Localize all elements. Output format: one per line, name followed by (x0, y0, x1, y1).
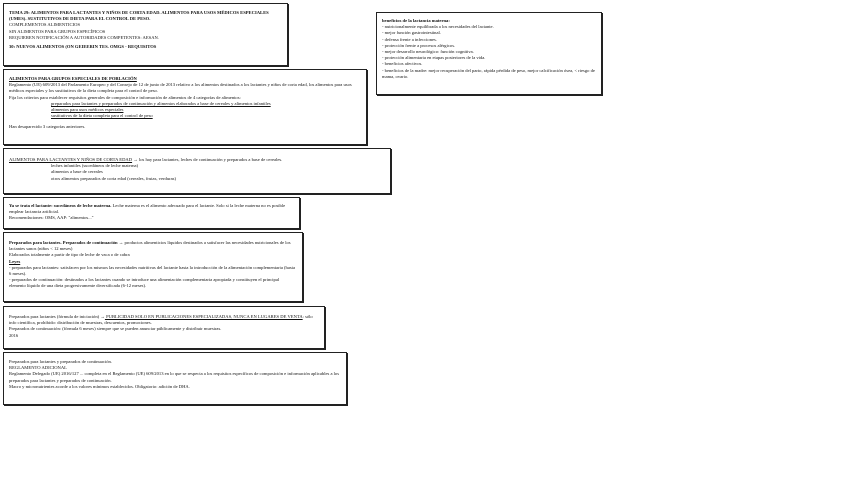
substitutes-recommendations: Recomendaciones: OMS, AAP: "alimentos..." (9, 215, 94, 221)
infant-foods-list (9, 163, 385, 182)
formula-origin: Elaborados totalmente a partir de tipo de leche de vaca o de cabra (9, 252, 130, 258)
additional-regulation-box (3, 352, 347, 405)
categories-footer: Han desaparecido 3 categorías anteriores. (9, 124, 86, 130)
regulation-nutrients: Macro y micronutrientes acorde a los valores mínimos establecidos. Obligatorio: adición de DHA. (9, 383, 190, 389)
list-item: - nutricionalmente equilibrada a los necesidades del lactante. (382, 24, 494, 30)
formula-type-starter: - preparados para lactantes: satisfacen por los mismos las necesidades nutritivas del lactante hasta la introducción de la alimentación complementaria (hasta 6 meses). (9, 264, 295, 277)
formula-type-followon: - preparados de continuación: destinados a los lactantes cuando se introduce una alimentación complementaria apropiada y constituyen el principal elemento líquido de una dieta progresivamente diversificada (6-12 meses). (9, 277, 280, 289)
advertising-restriction: PUBLICIDAD SOLO EN PUBLICACIONES ESPECIALIZADAS, NUNCA EN LUGARES DE VENTA (104, 314, 303, 319)
breastmilk-substitutes-box (3, 197, 300, 229)
categories-list (9, 101, 361, 120)
benefits-title: beneficios de la lactancia materna: (382, 18, 450, 23)
formula-heading: Preparados para lactantes. Preparados de continuación (9, 240, 118, 245)
categories-intro: Fija los criterios para establecer requisitos generales de composición e información de alimentos de 4 categorías de alimentos: (9, 94, 241, 100)
infant-formula-box (3, 232, 303, 302)
topic-title: TEMA 29: ALIMENTOS PARA LACTANTES Y NIÑOS DE CORTA EDAD. ALIMENTOS PARA USOS MÉDICOS ESPECIALES (UMES). SUSTITUTIVOS DE DIETA PARA EL CONTROL DE PESO. (9, 10, 269, 22)
list-item: - mejor función gastrointestinal. (382, 30, 441, 36)
advertising-rule (9, 314, 319, 326)
list-item: - beneficios afectivos. (382, 61, 423, 67)
formula-types-label: Leyes (9, 258, 21, 264)
benefits-list (382, 24, 596, 80)
infant-foods-desc: → los hay para lactantes, leches de continuación y preparados a base de cereales. (132, 157, 283, 162)
header-line-2: SIN ALIMENTOS PARA GRUPOS ESPECÍFICOS (9, 28, 106, 34)
regulation-heading: REGLAMENTO ADICIONAL (9, 365, 67, 371)
formula-desc: → productos alimenticios líquidos destinados a satisfacer las necesidades nutricionales de los lactantes sanos (niños < 12 meses) (9, 240, 291, 252)
advertising-year: 2016 (9, 332, 19, 338)
list-item: otros alimentos preparados de corta edad (cereales, frutas, verduras) (51, 175, 176, 181)
header-line-1: COMPLEMENTOS ALIMENTICIOS (9, 22, 80, 28)
list-item: sustitutivos de la dieta completa para el control de peso (51, 113, 153, 119)
breastfeeding-benefits-box (376, 12, 602, 95)
advertising-lead: Preparados para lactantes (fórmula de iniciación) → (9, 314, 105, 319)
list-item: - defensa frente a infecciones. (382, 36, 437, 42)
infant-foods-heading: ALIMENTOS PARA LACTANTES Y NIÑOS DE CORTA EDAD (9, 157, 133, 162)
list-item: alimentos para usos médicos especiales (51, 107, 124, 113)
topic-header-box (3, 3, 288, 66)
regulation-delegated: Reglamento Delegado (UE) 2016/127 ... completa en el Reglamento (UE) 609/2013 en lo que se respecta a los requisitos específicos de composición e información aplicables a los preparados para lactantes y preparados de continuación. (9, 371, 340, 383)
list-item: - protección frente a procesos alérgicos. (382, 42, 456, 48)
regulation-scope: Preparados para lactantes y preparados de continuación. (9, 359, 112, 364)
infant-foods-box (3, 148, 391, 194)
advertising-followon: Preparados de continuación: (fórmula 6 meses) siempre que se pueden anunciar públicamente y distribuir muestras. (9, 326, 222, 332)
regulation-paragraph: Reglamento (UE) 609/2013 del Parlamento Europeo y del Consejo de 12 de junio de 2013 relativo a los alimentos destinados a los lactantes y niños de corta edad, los alimentos para usos médicos especiales y los sustitutivos de la dieta completa para el control de peso. (9, 82, 352, 94)
advertising-box (3, 306, 325, 349)
advertising-details: : sólo info científica, prohibido: distribución de muestras, descuentos, promociones. (9, 314, 313, 326)
header-line-3: REQUIEREN NOTIFICACIÓN A AUTORIDADES COMPETENTES: AESAN. (9, 34, 159, 40)
special-groups-heading: ALIMENTOS PARA GRUPOS ESPECIALES DE POBLACIÓN (9, 76, 137, 81)
list-item: - beneficios de la madre: mejor recuperación del parto, rápida pérdida de peso, mejor calcificación ósea, < riesgo de mama, ovario. (382, 67, 595, 79)
substitutes-desc: Leche materna es el alimento adecuado para el lactante. Solo si la leche materna no es posible emplear lactancia artificial. (9, 203, 286, 215)
list-item: alimentos a base de cereales (51, 169, 103, 175)
list-item: leches infantiles (sucedáneos de leche materna) (51, 163, 139, 169)
substitutes-paragraph (9, 203, 294, 215)
list-item: - mejor desarrollo neurológico: función cognitiva. (382, 49, 474, 55)
formula-definition (9, 240, 297, 252)
substitutes-heading: Ya se trata el lactante: sucedáneos de leche materna. (9, 203, 112, 208)
special-groups-box (3, 69, 367, 145)
list-item: - protección alimentaria en etapas posteriores de la vida. (382, 55, 486, 61)
topic-subtitle: 30: NUEVOS ALIMENTOS (ON GEIEERIN TES. OMGS - REQUISITOS (9, 44, 157, 50)
list-item: preparados para lactantes y preparados de continuación y alimentos elaborados a base de cereales y alimentos infantiles (51, 100, 271, 106)
